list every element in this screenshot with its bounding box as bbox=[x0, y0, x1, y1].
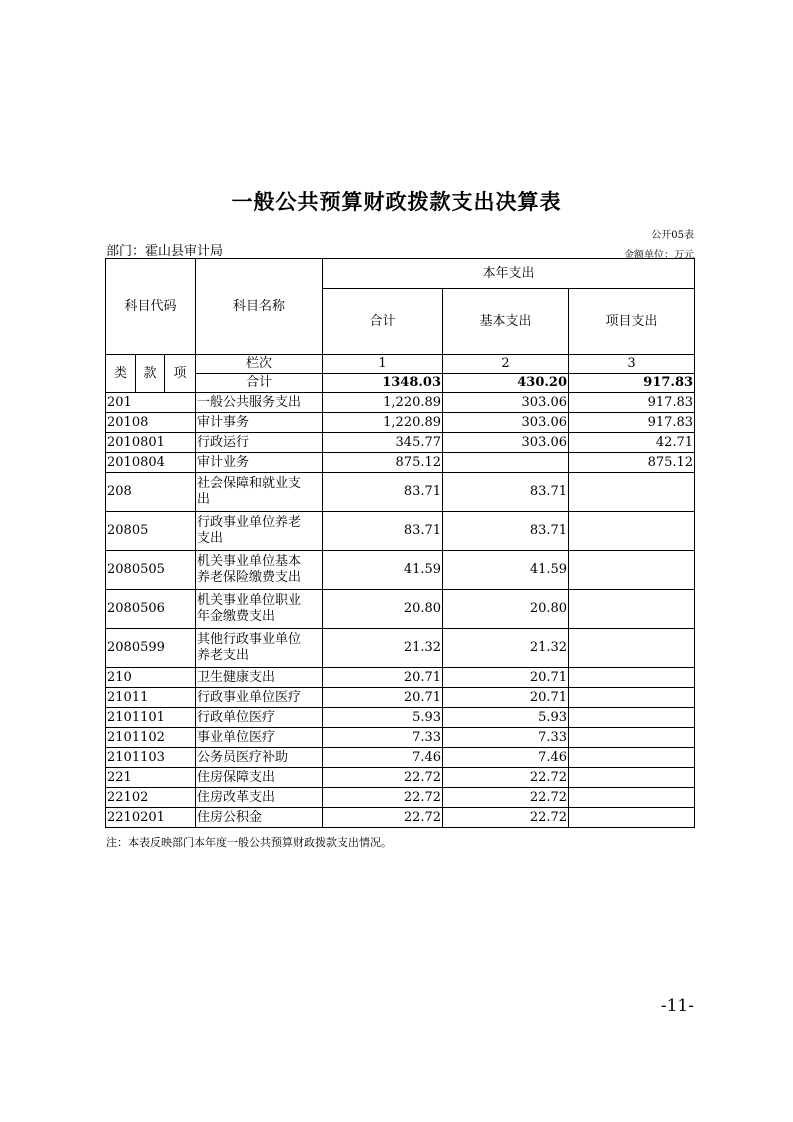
row-total: 345.77 bbox=[323, 433, 443, 453]
table-row bbox=[106, 728, 695, 748]
row-total: 83.71 bbox=[323, 473, 443, 512]
column-index-2: 2 bbox=[443, 355, 569, 374]
header-kuan: 款 bbox=[136, 355, 165, 393]
row-code: 22102 bbox=[106, 788, 196, 808]
row-name: 公务员医疗补助 bbox=[196, 748, 323, 768]
row-name: 行政运行 bbox=[196, 433, 323, 453]
row-code: 208 bbox=[106, 473, 196, 512]
total-label: 合计 bbox=[196, 374, 323, 393]
row-code: 2080599 bbox=[106, 629, 196, 668]
row-project: 42.71 bbox=[569, 433, 695, 453]
header-project: 项目支出 bbox=[569, 289, 695, 355]
row-total: 875.12 bbox=[323, 453, 443, 473]
row-total: 1,220.89 bbox=[323, 393, 443, 413]
row-code: 21011 bbox=[106, 688, 196, 708]
row-total: 7.46 bbox=[323, 748, 443, 768]
row-project: 875.12 bbox=[569, 453, 695, 473]
row-basic: 22.72 bbox=[443, 808, 569, 828]
row-name: 审计业务 bbox=[196, 453, 323, 473]
row-basic: 83.71 bbox=[443, 473, 569, 512]
row-project: 917.83 bbox=[569, 393, 695, 413]
row-name: 住房保障支出 bbox=[196, 768, 323, 788]
table-row bbox=[106, 629, 695, 668]
footnote: 注：本表反映部门本年度一般公共预算财政拨款支出情况。 bbox=[106, 836, 392, 849]
row-code: 2101103 bbox=[106, 748, 196, 768]
total-basic: 430.20 bbox=[443, 374, 569, 393]
row-project bbox=[569, 551, 695, 590]
row-name: 审计事务 bbox=[196, 413, 323, 433]
row-total: 20.80 bbox=[323, 590, 443, 629]
row-basic: 303.06 bbox=[443, 433, 569, 453]
row-project bbox=[569, 629, 695, 668]
row-basic: 20.71 bbox=[443, 668, 569, 688]
row-code: 2210201 bbox=[106, 808, 196, 828]
row-name: 住房公积金 bbox=[196, 808, 323, 828]
column-index-3: 3 bbox=[569, 355, 695, 374]
table-row bbox=[106, 768, 695, 788]
row-code: 2101102 bbox=[106, 728, 196, 748]
row-basic: 21.32 bbox=[443, 629, 569, 668]
row-project bbox=[569, 473, 695, 512]
header-lei: 类 bbox=[106, 355, 136, 393]
row-total: 5.93 bbox=[323, 708, 443, 728]
table-row bbox=[106, 808, 695, 828]
table-row bbox=[106, 708, 695, 728]
row-basic: 303.06 bbox=[443, 413, 569, 433]
row-name-line2: 出 bbox=[197, 492, 211, 507]
table-row bbox=[106, 512, 695, 551]
table-row bbox=[106, 788, 695, 808]
row-project: 917.83 bbox=[569, 413, 695, 433]
row-total: 22.72 bbox=[323, 808, 443, 828]
row-basic: 20.80 bbox=[443, 590, 569, 629]
row-name-line2: 养老保险缴费支出 bbox=[197, 570, 302, 585]
header-subject-name: 科目名称 bbox=[196, 259, 323, 355]
row-code: 2080506 bbox=[106, 590, 196, 629]
row-code: 20108 bbox=[106, 413, 196, 433]
row-project bbox=[569, 688, 695, 708]
total-project: 917.83 bbox=[569, 374, 695, 393]
row-project bbox=[569, 708, 695, 728]
row-name: 行政单位医疗 bbox=[196, 708, 323, 728]
row-code: 2101101 bbox=[106, 708, 196, 728]
row-name: 事业单位医疗 bbox=[196, 728, 323, 748]
row-name bbox=[196, 590, 323, 629]
form-code: 公开05表 bbox=[651, 230, 694, 241]
row-code: 221 bbox=[106, 768, 196, 788]
row-project bbox=[569, 512, 695, 551]
table-row bbox=[106, 433, 695, 453]
row-total: 22.72 bbox=[323, 788, 443, 808]
row-code: 2080505 bbox=[106, 551, 196, 590]
column-index-1: 1 bbox=[323, 355, 443, 374]
header-basic: 基本支出 bbox=[443, 289, 569, 355]
row-name-line1: 社会保障和就业支 bbox=[197, 476, 302, 491]
row-total: 83.71 bbox=[323, 512, 443, 551]
row-basic bbox=[443, 453, 569, 473]
row-code: 2010804 bbox=[106, 453, 196, 473]
unit-label: 金额单位：万元 bbox=[624, 250, 694, 261]
row-name-line1: 其他行政事业单位 bbox=[197, 632, 302, 647]
row-name bbox=[196, 629, 323, 668]
row-project bbox=[569, 768, 695, 788]
row-code: 2010801 bbox=[106, 433, 196, 453]
row-basic: 41.59 bbox=[443, 551, 569, 590]
row-basic: 7.33 bbox=[443, 728, 569, 748]
row-name bbox=[196, 512, 323, 551]
row-basic: 303.06 bbox=[443, 393, 569, 413]
row-project bbox=[569, 590, 695, 629]
table-row bbox=[106, 590, 695, 629]
row-total: 7.33 bbox=[323, 728, 443, 748]
row-basic: 20.71 bbox=[443, 688, 569, 708]
header-current-year: 本年支出 bbox=[323, 259, 695, 289]
row-total: 20.71 bbox=[323, 688, 443, 708]
row-code: 201 bbox=[106, 393, 196, 413]
row-total: 21.32 bbox=[323, 629, 443, 668]
table-row bbox=[106, 413, 695, 433]
row-project bbox=[569, 728, 695, 748]
row-project bbox=[569, 668, 695, 688]
table-row bbox=[106, 668, 695, 688]
row-total: 1,220.89 bbox=[323, 413, 443, 433]
table-row bbox=[106, 473, 695, 512]
row-project bbox=[569, 808, 695, 828]
department-label: 部门：霍山县审计局 bbox=[106, 244, 224, 259]
row-name bbox=[196, 551, 323, 590]
row-code: 20805 bbox=[106, 512, 196, 551]
row-name-line1: 行政事业单位养老 bbox=[197, 515, 302, 530]
table-row bbox=[106, 453, 695, 473]
row-basic: 7.46 bbox=[443, 748, 569, 768]
row-total: 20.71 bbox=[323, 668, 443, 688]
row-basic: 83.71 bbox=[443, 512, 569, 551]
row-basic: 22.72 bbox=[443, 788, 569, 808]
row-name-line1: 机关事业单位基本 bbox=[197, 554, 302, 569]
row-total: 22.72 bbox=[323, 768, 443, 788]
table-row bbox=[106, 393, 695, 413]
row-project bbox=[569, 748, 695, 768]
total-amount: 1348.03 bbox=[323, 374, 443, 393]
row-name bbox=[196, 473, 323, 512]
page-number: -11- bbox=[660, 996, 694, 1016]
header-subject-code: 科目代码 bbox=[106, 259, 196, 355]
row-name-line2: 养老支出 bbox=[197, 648, 250, 663]
row-name: 卫生健康支出 bbox=[196, 668, 323, 688]
table-row bbox=[106, 748, 695, 768]
expenditure-table bbox=[105, 258, 695, 828]
row-project bbox=[569, 788, 695, 808]
row-name: 行政事业单位医疗 bbox=[196, 688, 323, 708]
row-basic: 5.93 bbox=[443, 708, 569, 728]
row-name: 一般公共服务支出 bbox=[196, 393, 323, 413]
header-xiang: 项 bbox=[165, 355, 196, 393]
header-total: 合计 bbox=[323, 289, 443, 355]
column-index-label: 栏次 bbox=[196, 355, 323, 374]
table-row bbox=[106, 551, 695, 590]
row-name-line2: 支出 bbox=[197, 531, 224, 546]
row-name-line2: 年金缴费支出 bbox=[197, 609, 276, 624]
page-title: 一般公共预算财政拨款支出决算表 bbox=[231, 189, 562, 214]
row-total: 41.59 bbox=[323, 551, 443, 590]
row-code: 210 bbox=[106, 668, 196, 688]
row-name-line1: 机关事业单位职业 bbox=[197, 593, 302, 608]
table-row bbox=[106, 688, 695, 708]
row-basic: 22.72 bbox=[443, 768, 569, 788]
row-name: 住房改革支出 bbox=[196, 788, 323, 808]
